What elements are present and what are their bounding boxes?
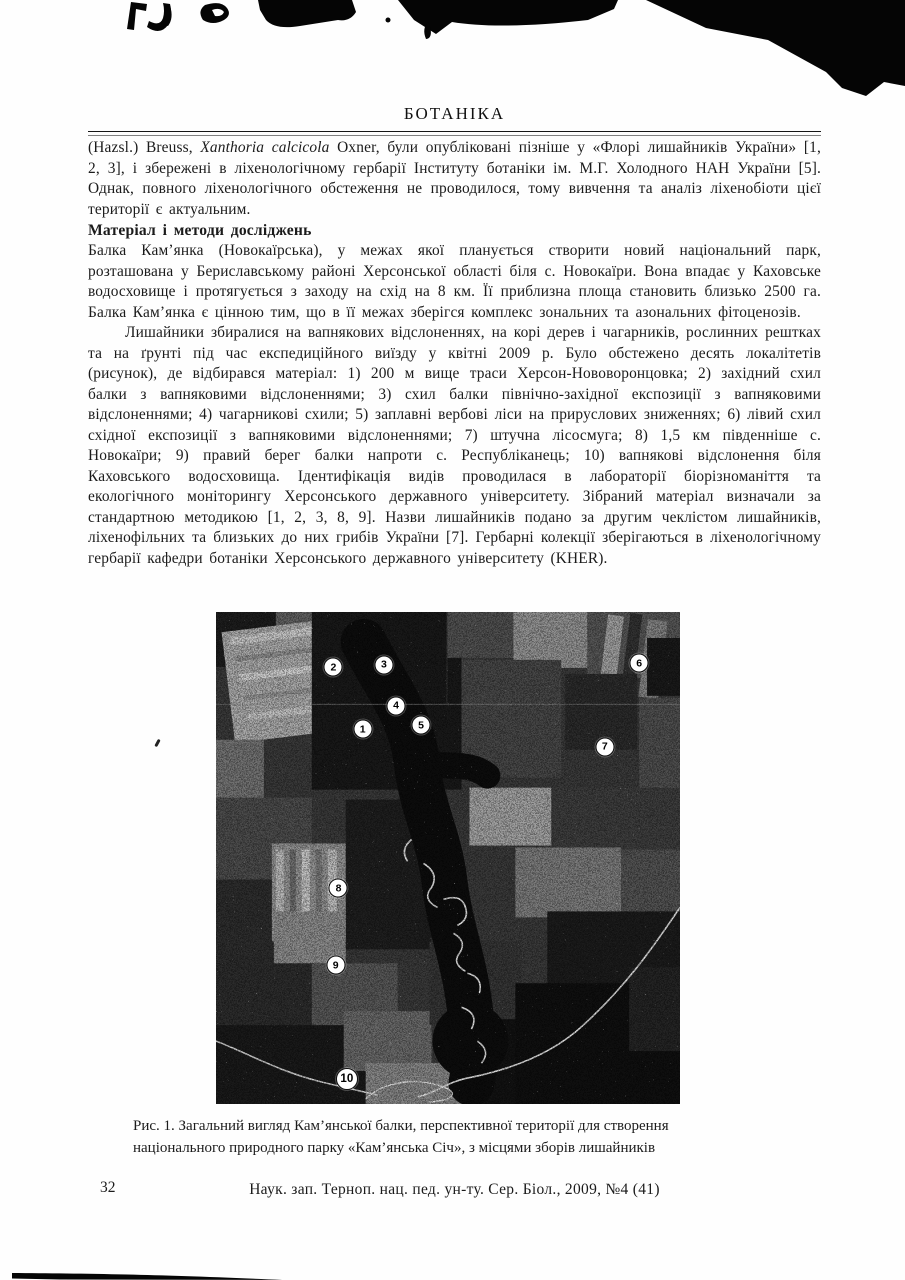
figure-marker-4: 4 xyxy=(387,696,406,715)
figure-marker-2: 2 xyxy=(324,658,343,677)
figure-marker-1: 1 xyxy=(353,720,372,739)
figure-marker-3: 3 xyxy=(374,655,393,674)
journal-footer: Наук. зап. Терноп. нац. пед. ун-ту. Сер. Біол., 2009, №4 (41) xyxy=(249,1181,660,1198)
page-number: 32 xyxy=(100,1179,116,1196)
scan-artifact-top xyxy=(0,0,905,100)
locality-markers xyxy=(216,612,680,1104)
article-body xyxy=(88,138,821,569)
paragraph-intro xyxy=(88,138,821,220)
paragraph-intro-seg2: Oxner, були опубліковані пізніше у «Флорі лишайників України» [1, 2, 3], і збережені в ліхенологічному гербарії Інституту ботаніки ім. М.Г. Холодного НАН України [5]. Однак, повного ліхенологічного обстеження не проводилося, тому вивчення та аналіз ліхенобіоти цієї території є актуальним. xyxy=(88,139,821,218)
running-head: БОТАНІКА xyxy=(403,104,506,123)
paragraph-study-area: Балка Кам’янка (Новокаїрська), у межах якої планується створити новий національний парк, розташована у Бериславському районі Херсонської області біля с. Новокаїри. Вона впадає у Каховське водосховище і протягується з заходу на схід на 8 км. Її приблизна площа становить близько 2500 га. Балка Кам’янка є цінною тим, що в її межах зберігся комплекс зональних та азональних фітоценозів. xyxy=(88,242,821,321)
species-name-italic: Xanthoria calcicola xyxy=(200,139,330,156)
figure-marker-8: 8 xyxy=(329,879,348,898)
figure-1-satellite-image xyxy=(216,612,680,1104)
section-heading: Матеріал і методи досліджень xyxy=(88,222,312,239)
header-rule xyxy=(88,131,821,136)
scan-speck xyxy=(154,739,160,747)
figure-caption: Рис. 1. Загальний вигляд Кам’янської балки, перспективної території для створення національного природного парку «Кам’янська Січ», з місцями зборів лишайників xyxy=(133,1118,669,1156)
figure-marker-9: 9 xyxy=(326,956,345,975)
figure-marker-5: 5 xyxy=(412,716,431,735)
scan-artifact-bottom xyxy=(0,1268,905,1280)
paragraph-intro-seg1: (Hazsl.) Breuss, xyxy=(88,139,201,156)
figure-marker-6: 6 xyxy=(630,654,649,673)
paragraph-methods: Лишайники збиралися на вапнякових відслоненнях, на корі дерев і чагарників, рослинних рештках та на ґрунті під час експедиційного виїзду у квітні 2009 р. Було обстежено десять локалітетів (рисунок), де відбирався матеріал: 1) 200 м вище траси Херсон-Нововоронцовка; 2) західний схил балки з вапняковими відслоненнями; 3) схил балки північно-західної експозиції з вапняковими відслоненнями; 4) чагарникові схили; 5) заплавні вербові ліси на прируслових зниженнях; 6) лівий схил східної експозиції з вапняковими відслоненнями; 7) штучна лісосмуга; 8) 1,5 км південніше с. Новокаїри; 9) правий берег балки напроти с. Республіканець; 10) вапнякові відслонення біля Каховського водосховища. Ідентифікація видів проводилася в лабораторії біорізноманіття та екологічного моніторингу Херсонського державного університету. Зібраний матеріал визначали за стандартною методикою [1, 2, 3, 8, 9]. Назви лишайників подано за другим чеклістом лишайників, ліхенофільних та близьких до них грибів України [7]. Гербарні колекції зберігаються в ліхенологічному гербарії кафедри ботаніки Херсонського державного університету (KHER). xyxy=(88,324,821,567)
figure-marker-7: 7 xyxy=(595,737,614,756)
figure-marker-10: 10 xyxy=(336,1068,358,1090)
